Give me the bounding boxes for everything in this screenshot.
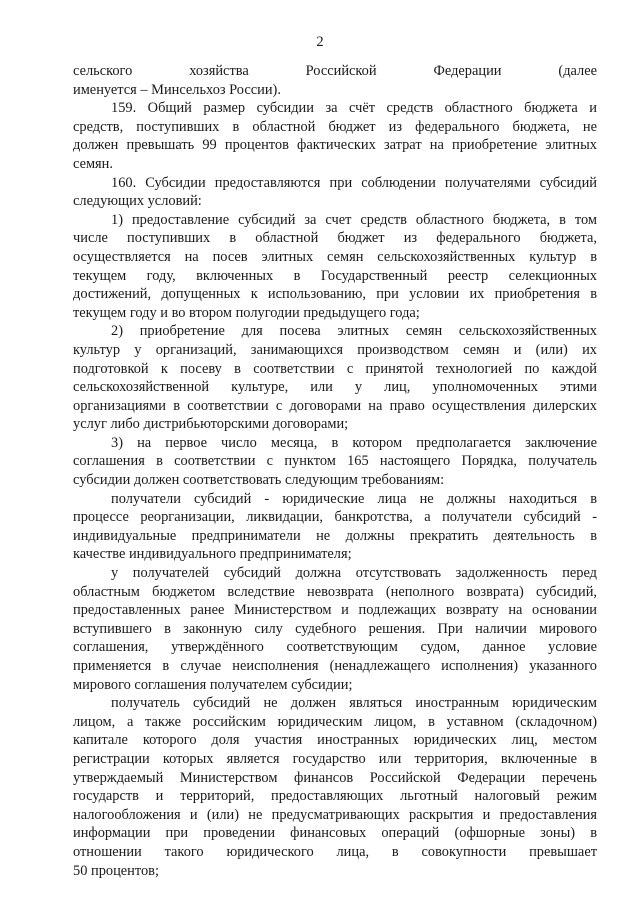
text-line: 159. Общий размер субсидии за счёт средств областного бюджета и [111, 100, 597, 117]
text-line: получатели субсидий - юридические лица не должны находиться в [111, 490, 597, 507]
paragraph-p1 [73, 211, 597, 323]
text-line: информации при проведении финансовых операций (офшорные зоны) в [73, 825, 597, 842]
text-line: сельскохозяйственной культуре, или у лиц, уполномоченных этими [73, 379, 597, 396]
text-line: подготовкой к посеву в соответствии с принятой технологией по каждой [73, 360, 597, 377]
text-line: налогообложения и (или) не предусматривающих раскрытия и предоставления [73, 806, 597, 823]
text-line: качестве индивидуального предпринимателя; [73, 546, 352, 563]
paragraph-p2 [73, 322, 597, 434]
text-line: услуг либо дистрибьюторскими договорами; [73, 416, 349, 433]
paragraph-p3a [73, 490, 597, 564]
text-line: 50 процентов; [73, 862, 159, 879]
text-line: соглашения в соответствии с пунктом 165 настоящего Порядка, получатель [73, 453, 597, 470]
text-line: капитале которого доля участия иностранных юридических лиц, местом [73, 732, 597, 749]
paragraph-p159 [73, 99, 597, 173]
text-line: текущем году, включенных в Государственный реестр селекционных [73, 267, 597, 284]
text-line: областным бюджетом вследствие невозврата (неполного возврата) субсидий, [73, 583, 597, 600]
text-line: государств и территорий, предоставляющих льготный налоговый режим [73, 788, 597, 805]
text-line: сельского хозяйства Российской Федерации (далее [73, 63, 597, 79]
document-body [73, 62, 597, 880]
text-line: текущем году и во втором полугодии предыдущего года; [73, 304, 420, 321]
text-line: у получателей субсидий должна отсутствовать задолженность перед [111, 565, 597, 582]
text-line: культур у организаций, занимающихся производством семян и (или) их [73, 341, 597, 358]
text-line: организациями в соответствии с договорами на право осуществления дилерских [73, 397, 597, 414]
text-line: получатель субсидий не должен являться иностранным юридическим [111, 695, 597, 712]
page-number: 2 [316, 34, 324, 50]
paragraph-p3c [73, 694, 597, 880]
text-line: 160. Субсидии предоставляются при соблюдении получателями субсидий [111, 174, 597, 191]
text-line: регистрации которых является государство или территория, включенные в [73, 750, 597, 767]
text-line: утверждаемый Министерством финансов Российской Федерации перечень [73, 769, 597, 786]
text-line: предоставленных ранее Министерством и подлежащих возврату на основании [73, 602, 597, 619]
text-line: осуществляется на посев элитных семян сельскохозяйственных культур в [73, 248, 597, 265]
text-line: достижений, допущенных к использованию, при условии их приобретения в [73, 286, 597, 303]
paragraph-p3b [73, 564, 597, 694]
text-line: числе поступивших в областной бюджет из федерального бюджета, [73, 230, 597, 247]
paragraph-p160 [73, 174, 597, 211]
text-line: вступившего в законную силу судебного решения. При наличии мирового [73, 620, 597, 637]
text-line: процессе реорганизации, ликвидации, банкротства, а получатели субсидий - [73, 509, 597, 526]
text-line: 1) предоставление субсидий за счет средств областного бюджета, в том [111, 211, 597, 228]
text-line: 2) приобретение для посева элитных семян сельскохозяйственных [111, 323, 597, 340]
text-line: применяется в случае неисполнения (ненадлежащего исполнения) указанного [73, 658, 597, 674]
paragraph-p3 [73, 434, 597, 490]
text-line: средств, поступивших в областной бюджет из федерального бюджета, не [73, 118, 597, 135]
text-line: индивидуальные предприниматели не должны прекратить деятельность в [73, 527, 597, 544]
text-line: лицом, а также российским юридическим лицом, в уставном (складочном) [73, 713, 597, 730]
text-line: мирового соглашения получателем субсидии; [73, 676, 353, 693]
text-line: отношении такого юридического лица, в совокупности превышает [73, 843, 597, 860]
text-line: 3) на первое число месяца, в котором предполагается заключение [111, 434, 597, 451]
text-line: следующих условий: [73, 193, 202, 210]
text-line: семян. [73, 155, 113, 172]
paragraph-p0 [73, 62, 597, 99]
text-line: соглашения, утверждённого соответствующим судом, данное условие [73, 639, 597, 656]
text-line: субсидии должен соответствовать следующим требованиям: [73, 472, 445, 489]
text-line: именуется – Минсельхоз России). [73, 81, 281, 98]
text-line: должен превышать 99 процентов фактических затрат на приобретение элитных [73, 137, 597, 154]
